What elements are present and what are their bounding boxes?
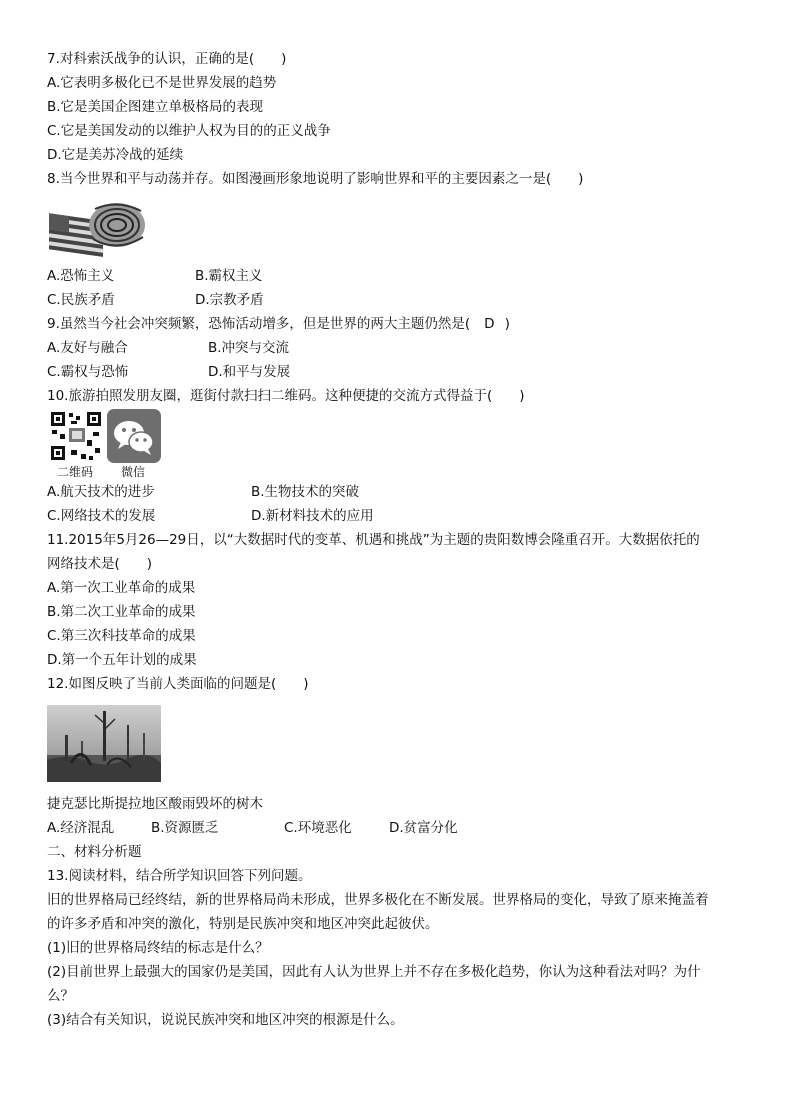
q10-option-c: C.网络技术的发展: [47, 508, 156, 524]
q10-stem: 10.旅游拍照发朋友圈，逛街付款扫扫二维码。这种便捷的交流方式得益于( ): [47, 388, 525, 404]
wechat-logo-image: [107, 409, 161, 463]
q8-option-c: C.民族矛盾: [47, 292, 115, 308]
q11-option-a: A.第一次工业革命的成果: [47, 580, 196, 596]
q9-stem: 9.虽然当今社会冲突频繁，恐怖活动增多，但是世界的两大主题仍然是(: [47, 316, 471, 332]
q12-option-d: D.贫富分化: [389, 820, 458, 836]
q11-option-c: C.第三次科技革命的成果: [47, 628, 196, 644]
q13-material-line2: 的许多矛盾和冲突的激化，特别是民族冲突和地区冲突此起彼伏。: [47, 916, 439, 932]
q10-option-d: D.新材料技术的应用: [251, 508, 374, 524]
q8-option-b: B.霸权主义: [195, 268, 263, 284]
q8-cartoon-image: [47, 195, 149, 257]
q9-option-c: C.霸权与恐怖: [47, 364, 129, 380]
wechat-icon: [107, 409, 161, 463]
q7-option-c: C.它是美国发动的以维护人权为目的的正义战争: [47, 123, 331, 139]
flag-bomb-cartoon-icon: [47, 195, 149, 257]
q11-option-d: D.第一个五年计划的成果: [47, 652, 197, 668]
q11-stem-line2: 网络技术是( ): [47, 556, 153, 572]
q11-stem-line1: 11.2015年5月26—29日，以“大数据时代的变革、机遇和挑战”为主题的贵阳数博会隆重召开。大数据依托的: [47, 532, 700, 548]
acid-rain-trees-photo: [47, 705, 161, 782]
q9-option-b: B.冲突与交流: [208, 340, 290, 356]
q13-stem: 13.阅读材料，结合所学知识回答下列问题。: [47, 868, 312, 884]
q10-option-a: A.航天技术的进步: [47, 484, 155, 500]
q12-option-a: A.经济混乱: [47, 820, 115, 836]
q12-photo-caption: 捷克瑟比斯提拉地区酸雨毁坏的树木: [47, 796, 263, 812]
q12-option-c: C.环境恶化: [284, 820, 352, 836]
section-heading: 二、材料分析题: [47, 844, 142, 860]
q7-option-b: B.它是美国企图建立单极格局的表现: [47, 99, 264, 115]
q12-option-b: B.资源匮乏: [151, 820, 219, 836]
q13-material-line1: 旧的世界格局已经终结，新的世界格局尚未形成，世界多极化在不断发展。世界格局的变化，导致了原来掩盖着: [47, 892, 709, 908]
q13-sub-question-2-line2: 么？: [47, 988, 74, 1004]
q9-stem-line: [47, 314, 510, 334]
q12-stem: 12.如图反映了当前人类面临的问题是( ): [47, 676, 309, 692]
q13-sub-question-2-line1: (2)目前世界上最强大的国家仍是美国，因此有人认为世界上并不存在多极化趋势，你认为这种看法对吗？为什: [47, 964, 701, 980]
qr-code-icon: [49, 410, 103, 462]
q7-stem: 7.对科索沃战争的认识，正确的是( ): [47, 51, 287, 67]
q13-sub-question-3: (3)结合有关知识，说说民族冲突和地区冲突的根源是什么。: [47, 1012, 404, 1028]
wechat-caption: 微信: [121, 465, 146, 479]
q13-sub-question-1: (1)旧的世界格局终结的标志是什么？: [47, 940, 269, 956]
q11-option-b: B.第二次工业革命的成果: [47, 604, 196, 620]
q9-option-d: D.和平与发展: [208, 364, 291, 380]
q9-answer: D: [484, 316, 495, 332]
dead-trees-icon: [47, 705, 161, 782]
q7-option-a: A.它表明多极化已不是世界发展的趋势: [47, 75, 277, 91]
q7-option-d: D.它是美苏冷战的延续: [47, 147, 184, 163]
qr-code-caption: 二维码: [57, 465, 94, 479]
q8-stem: 8.当今世界和平与动荡并存。如图漫画形象地说明了影响世界和平的主要因素之一是( ): [47, 171, 584, 187]
q8-option-a: A.恐怖主义: [47, 268, 115, 284]
q8-option-d: D.宗教矛盾: [195, 292, 264, 308]
qr-code-image: [49, 410, 103, 462]
q9-stem-end: ): [504, 316, 510, 332]
q10-option-b: B.生物技术的突破: [251, 484, 360, 500]
q9-option-a: A.友好与融合: [47, 340, 128, 356]
